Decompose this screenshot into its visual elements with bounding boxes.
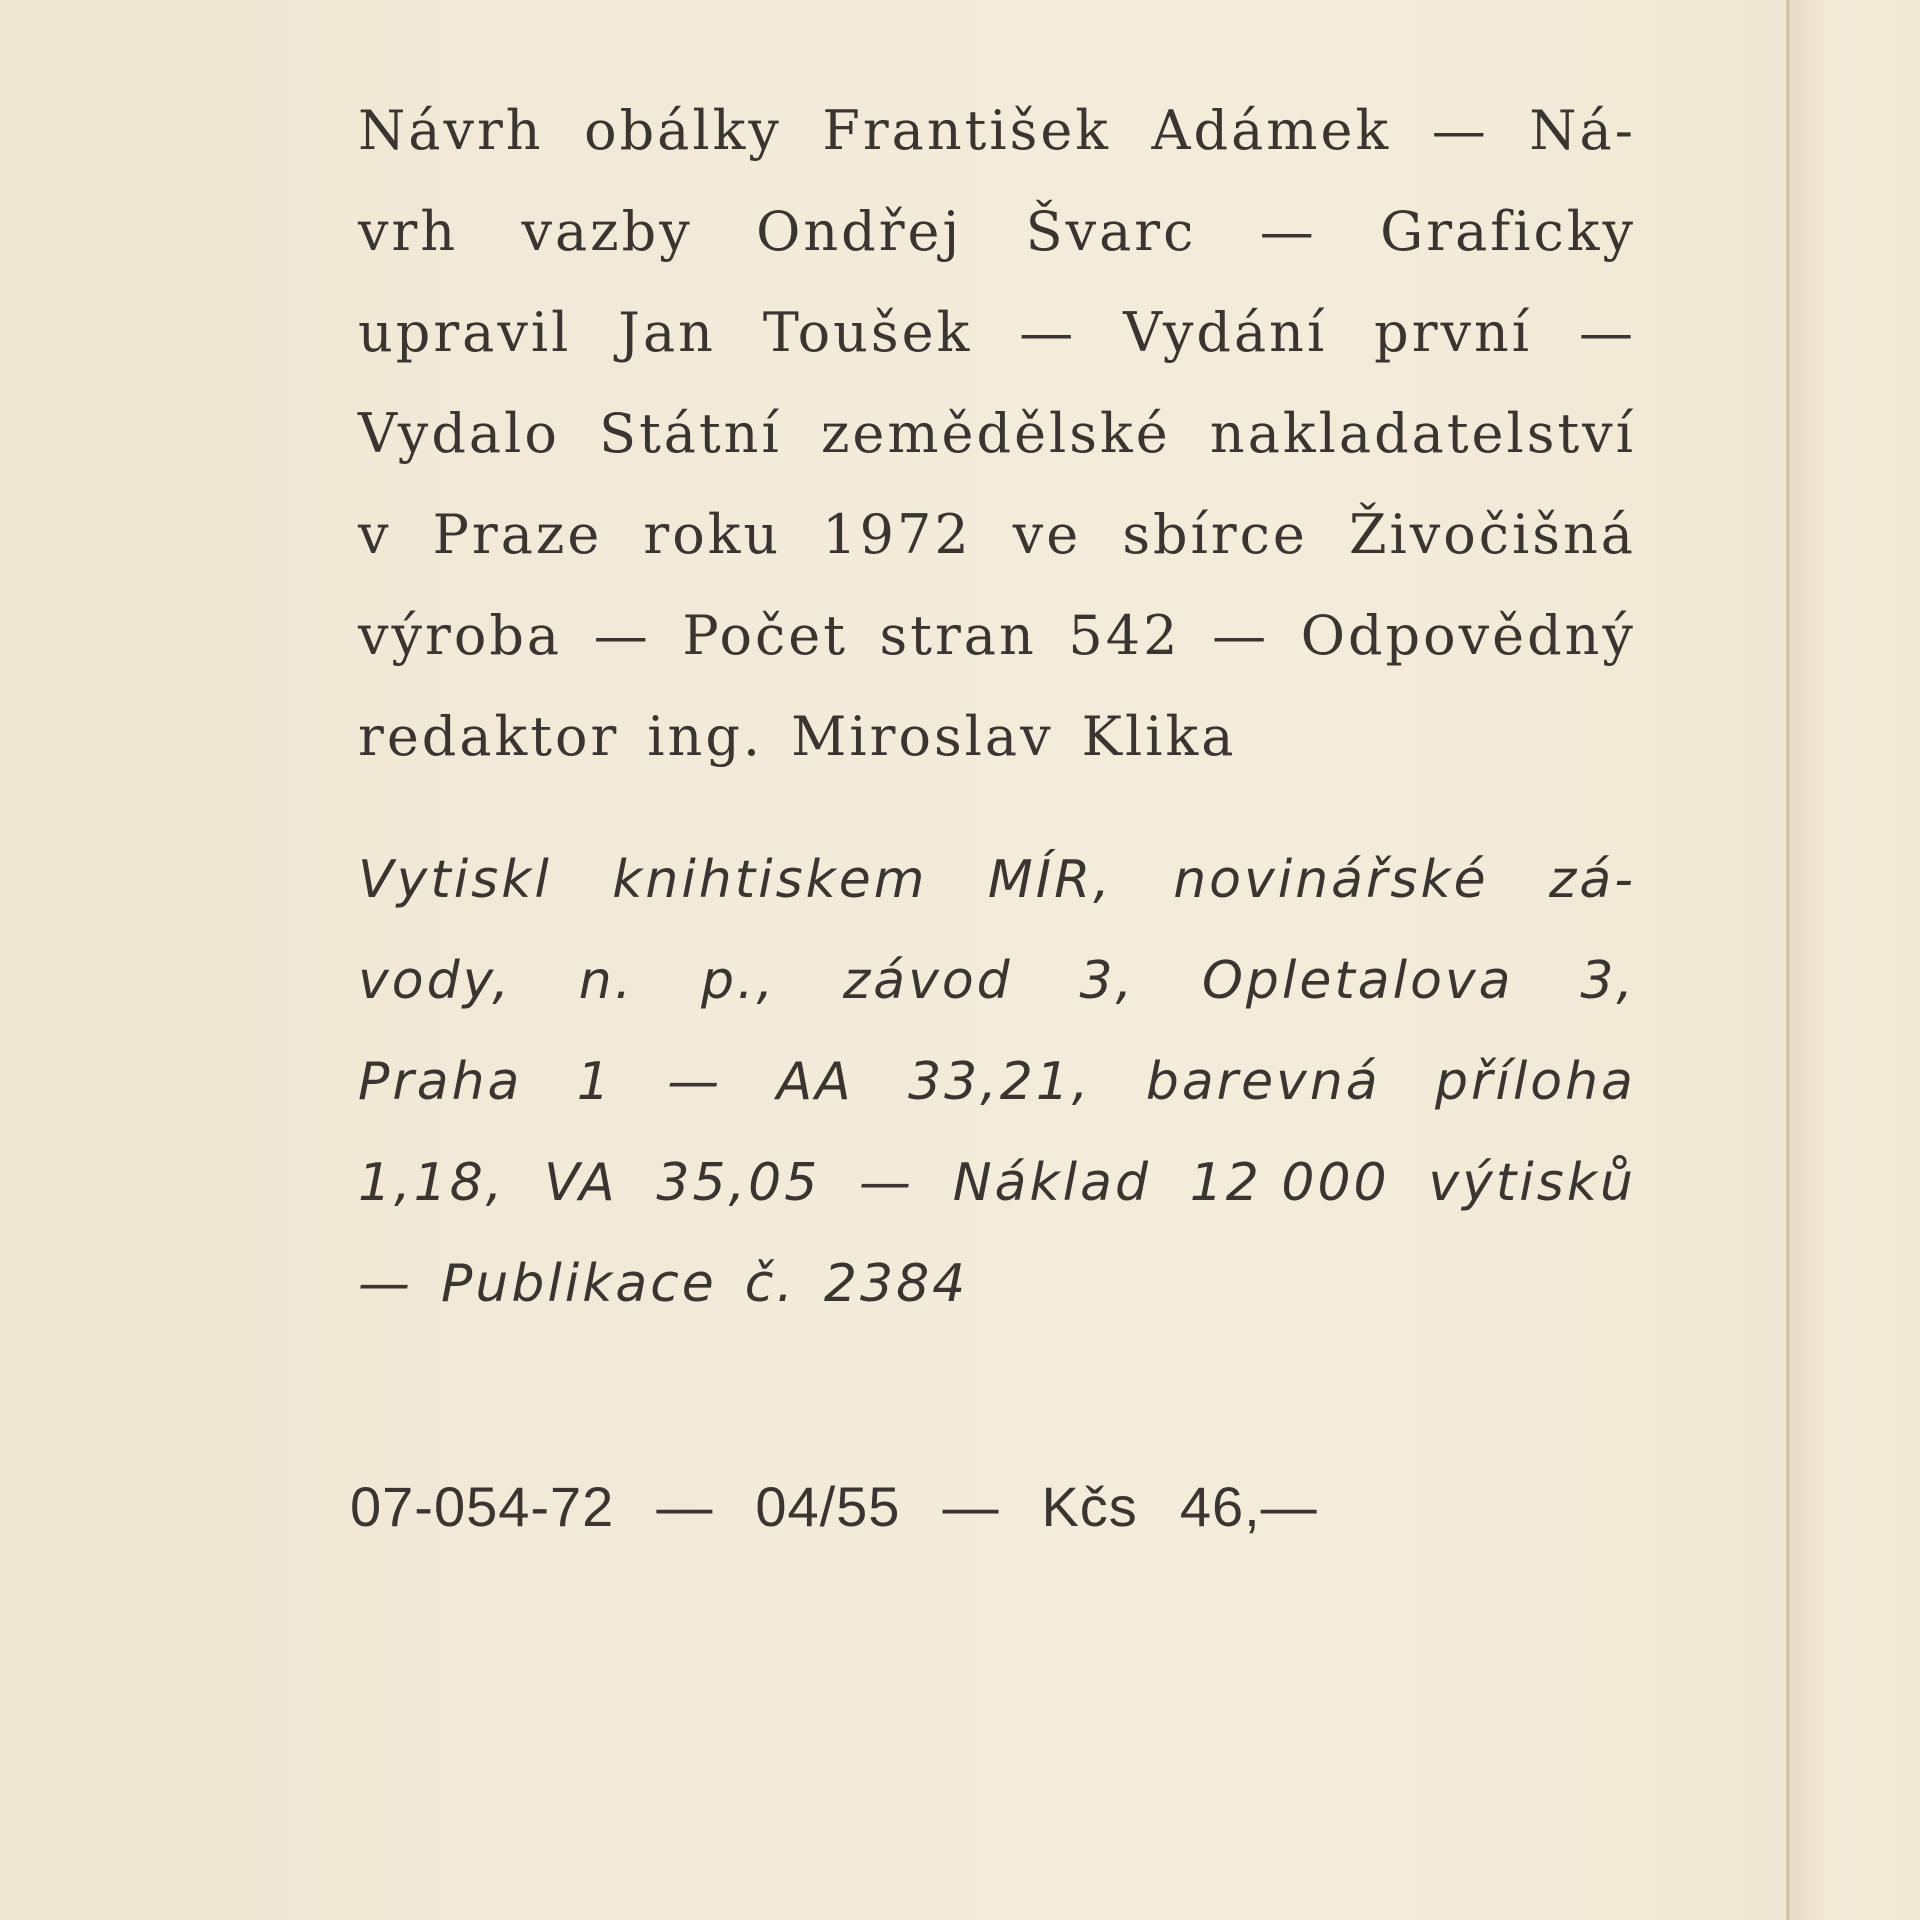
credits-word: Živočišná (1348, 503, 1636, 566)
credits-word: Státní (599, 402, 782, 465)
printer-paragraph (358, 830, 1636, 1335)
credits-word: redaktor (358, 705, 620, 768)
credits-word: upravil (358, 301, 572, 364)
printer-word: Praha (358, 1052, 523, 1112)
printer-word: VA (544, 1153, 618, 1213)
printer-word: barevná (1145, 1052, 1381, 1112)
printer-line (358, 1234, 1636, 1335)
credits-word: Toušek (762, 301, 973, 364)
printer-word: knihtiskem (612, 850, 928, 910)
code-part: 07-054-72 (350, 1475, 615, 1538)
printer-word: — (859, 1153, 915, 1213)
printer-word: 1,18, (358, 1153, 506, 1213)
credits-word: Miroslav (791, 705, 1054, 768)
credits-line (358, 80, 1636, 181)
code-part: Kčs (1041, 1475, 1138, 1538)
credits-word: 1972 (822, 503, 972, 566)
printer-word: 35,05 (656, 1153, 821, 1213)
credits-word: nakladatelství (1209, 402, 1636, 465)
credits-word: sbírce (1122, 503, 1308, 566)
printer-word: p., (701, 951, 777, 1011)
printer-line (358, 1032, 1636, 1133)
credits-word: Klika (1081, 705, 1237, 768)
credits-word: vazby (521, 200, 693, 263)
printer-word: Publikace (441, 1254, 717, 1314)
credits-paragraph (358, 80, 1636, 787)
credits-word: — (1259, 200, 1317, 263)
credits-word: František (822, 99, 1112, 162)
credits-line (358, 484, 1636, 585)
code-part: — (656, 1475, 714, 1538)
credits-word: Vydání (1123, 301, 1328, 364)
printer-word: Vytiskl (358, 850, 552, 910)
credits-word: obálky (584, 99, 782, 162)
printer-word: AA (776, 1052, 854, 1112)
credits-line (358, 585, 1636, 686)
printer-word: 12 000 (1189, 1153, 1390, 1213)
printer-line (358, 1133, 1636, 1234)
printer-word: 1 (576, 1052, 613, 1112)
printer-word: zá- (1549, 850, 1636, 910)
printer-word: n. (578, 951, 635, 1011)
credits-word: Graficky (1380, 200, 1636, 263)
credits-word: v (358, 503, 392, 566)
credits-word: Jan (618, 301, 716, 364)
printer-word: — (667, 1052, 723, 1112)
printer-line (358, 931, 1636, 1032)
credits-line (358, 383, 1636, 484)
next-page (1790, 0, 1920, 1920)
credits-word: zemědělské (820, 402, 1171, 465)
credits-word: Adámek (1151, 99, 1392, 162)
credits-word: Ná- (1529, 99, 1636, 162)
printer-word: č. (744, 1254, 796, 1314)
printer-word: závod (842, 951, 1013, 1011)
publication-codes (350, 1462, 1350, 1552)
printer-word: MÍR, (987, 850, 1113, 910)
printer-word: Náklad (952, 1153, 1151, 1213)
credits-line (358, 282, 1636, 383)
code-part: 46,— (1179, 1475, 1318, 1538)
printer-word: Opletalova (1201, 951, 1514, 1011)
printer-word: výtisků (1428, 1153, 1636, 1213)
code-part: 04/55 (755, 1475, 901, 1538)
printer-word: 3, (1580, 951, 1636, 1011)
credits-line (358, 686, 1636, 787)
credits-word: Vydalo (358, 402, 560, 465)
credits-word: Počet (682, 604, 848, 667)
credits-word: — (593, 604, 651, 667)
printer-word: novinářské (1173, 850, 1489, 910)
credits-word: Ondřej (756, 200, 963, 263)
credits-word: Praze (432, 503, 603, 566)
printer-word: 2384 (823, 1254, 969, 1314)
credits-word: ve (1012, 503, 1082, 566)
credits-word: Švarc (1025, 200, 1197, 263)
credits-word: vrh (358, 200, 459, 263)
credits-word: roku (643, 503, 782, 566)
printer-word: příloha (1435, 1052, 1636, 1112)
credits-word: Odpovědný (1300, 604, 1636, 667)
credits-word: — (1578, 301, 1636, 364)
credits-word: stran (879, 604, 1037, 667)
credits-word: výroba (358, 604, 563, 667)
printer-word: vody, (358, 951, 512, 1011)
credits-word: — (1019, 301, 1077, 364)
printer-word: 33,21, (908, 1052, 1092, 1112)
printer-line (358, 830, 1636, 931)
credits-word: — (1212, 604, 1270, 667)
credits-word: ing. (647, 705, 764, 768)
printer-word: — (358, 1254, 413, 1314)
code-part: — (942, 1475, 1000, 1538)
printer-word: 3, (1079, 951, 1136, 1011)
credits-word: první (1374, 301, 1533, 364)
credits-word: 542 (1068, 604, 1181, 667)
credits-line (358, 181, 1636, 282)
credits-word: — (1431, 99, 1489, 162)
credits-word: Návrh (358, 99, 544, 162)
